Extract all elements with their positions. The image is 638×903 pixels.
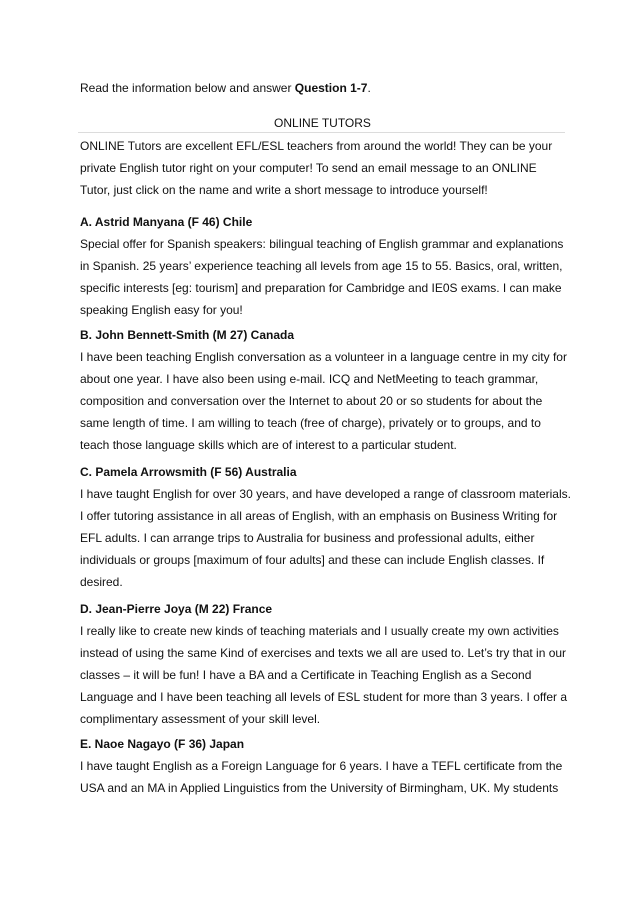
paragraph-line: USA and an MA in Applied Linguistics from the University of Birmingham, UK. My students bbox=[80, 781, 559, 795]
paragraph-line: private English tutor right on your computer! To send an email message to an ONLINE bbox=[80, 161, 537, 175]
paragraph-line: I really like to create new kinds of teaching materials and I usually create my own activities bbox=[80, 624, 559, 638]
tutor-section-a bbox=[80, 211, 570, 321]
paragraph-line: Language and I have been teaching all levels of ESL student for more than 3 years. I offer a bbox=[80, 690, 567, 704]
instructions-end: . bbox=[367, 81, 371, 95]
paragraph-line: desired. bbox=[80, 575, 123, 589]
tutor-heading: C. Pamela Arrowsmith (F 56) Australia bbox=[80, 465, 297, 479]
paragraph-line: about one year. I have also been using e-mail. ICQ and NetMeeting to teach grammar, bbox=[80, 372, 539, 386]
instructions-text: Read the information below and answer bbox=[80, 81, 295, 95]
question-range: Question 1-7 bbox=[294, 81, 368, 95]
paragraph-line: I have taught English as a Foreign Language for 6 years. I have a TEFL certificate from the bbox=[80, 759, 563, 773]
paragraph-line: same length of time. I am willing to teach (free of charge), privately or to groups, and to bbox=[80, 416, 541, 430]
paragraph-line: I have been teaching English conversation as a volunteer in a language centre in my city for bbox=[80, 350, 567, 364]
paragraph-line: complimentary assessment of your skill level. bbox=[80, 712, 321, 726]
paragraph-line: classes – it will be fun! I have a BA and a Certificate in Teaching English as a Second bbox=[80, 668, 532, 682]
paragraph-line: teach those language skills which are of interest to a particular student. bbox=[80, 438, 457, 452]
paragraph-line: I have taught English for over 30 years, and have developed a range of classroom materials. bbox=[80, 487, 571, 501]
tutor-heading: E. Naoe Nagayo (F 36) Japan bbox=[80, 737, 245, 751]
instructions bbox=[80, 80, 570, 96]
tutor-heading: A. Astrid Manyana (F 46) Chile bbox=[80, 215, 253, 229]
paragraph-line: speaking English easy for you! bbox=[80, 303, 243, 317]
tutor-section-c bbox=[80, 461, 570, 593]
paragraph-line: in Spanish. 25 years’ experience teaching all levels from age 15 to 55. Basics, oral, written, bbox=[80, 259, 563, 273]
paragraph-line: specific interests [eg: tourism] and preparation for Cambridge and IE0S exams. I can make bbox=[80, 281, 562, 295]
opening-paragraph bbox=[80, 135, 570, 201]
paragraph-line: EFL adults. I can arrange trips to Australia for business and professional adults, either bbox=[80, 531, 535, 545]
title-divider bbox=[78, 132, 565, 133]
tutor-section-b bbox=[80, 324, 570, 456]
paragraph-line: I offer tutoring assistance in all areas of English, with an emphasis on Business Writing for bbox=[80, 509, 558, 523]
paragraph-line: individuals or groups [maximum of four adults] and these can include English classes. If bbox=[80, 553, 545, 567]
paragraph-line: Special offer for Spanish speakers: bilingual teaching of English grammar and explanations bbox=[80, 237, 564, 251]
tutor-heading: D. Jean-Pierre Joya (M 22) France bbox=[80, 602, 273, 616]
tutor-section-d bbox=[80, 598, 570, 730]
document-title: ONLINE TUTORS bbox=[274, 116, 371, 130]
paragraph-line: composition and conversation over the Internet to about 20 or so students for about the bbox=[80, 394, 543, 408]
paragraph-line: Tutor, just click on the name and write a short message to introduce yourself! bbox=[80, 183, 488, 197]
paragraph-line: ONLINE Tutors are excellent EFL/ESL teachers from around the world! They can be your bbox=[80, 139, 553, 153]
tutor-section-e bbox=[80, 733, 570, 799]
paragraph-line: instead of using the same Kind of exercises and texts we all are used to. Let’s try that in our bbox=[80, 646, 567, 660]
tutor-heading: B. John Bennett-Smith (M 27) Canada bbox=[80, 328, 295, 342]
